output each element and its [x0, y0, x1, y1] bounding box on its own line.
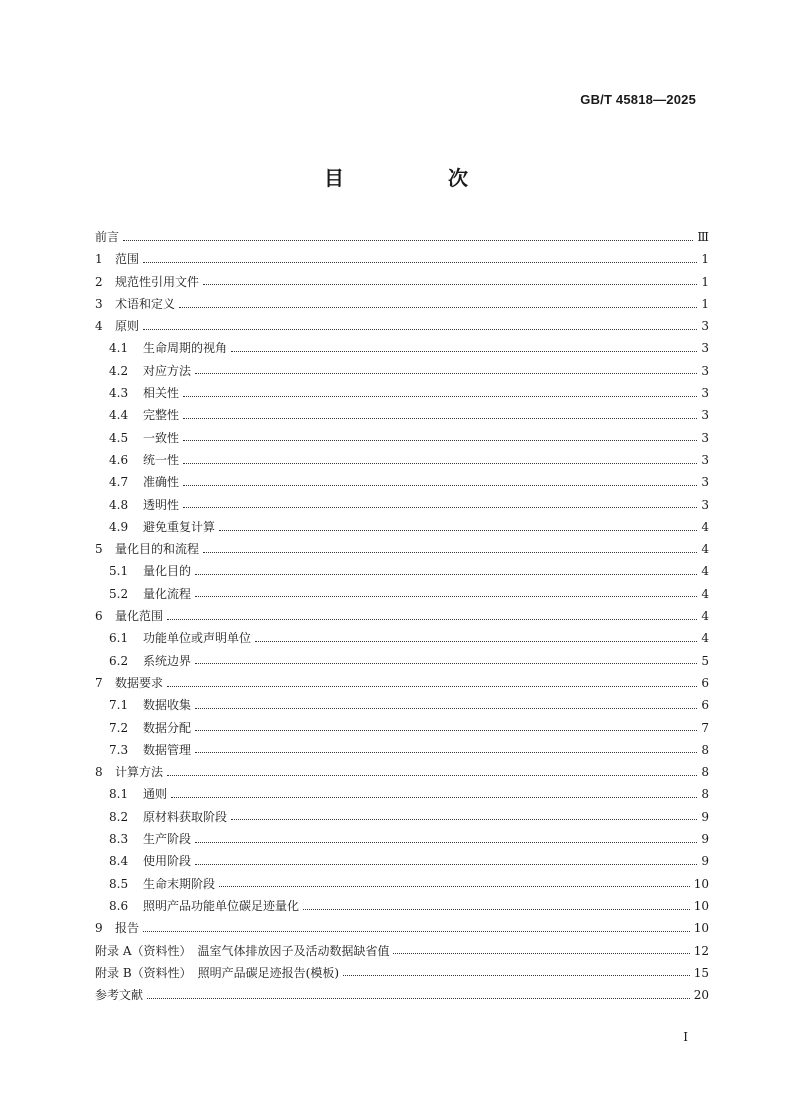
toc-entry-page: 3 [701, 408, 709, 423]
toc-entry-title: 避免重复计算 [143, 519, 216, 534]
toc-entry-page: 3 [701, 430, 709, 445]
toc-entry-page: 4 [701, 519, 709, 534]
toc-dot-leader [195, 574, 697, 575]
toc-dot-leader [195, 752, 697, 753]
toc-dot-leader [393, 953, 689, 954]
toc-entry-number: 9 [95, 921, 103, 936]
toc-dot-leader [179, 307, 697, 308]
toc-entry[interactable] [95, 739, 709, 761]
toc-entry-page: 20 [693, 988, 709, 1003]
toc-entry-page: 10 [693, 876, 709, 891]
toc-entry[interactable] [95, 293, 709, 315]
toc-entry[interactable] [95, 315, 709, 337]
toc-entry[interactable] [95, 449, 709, 471]
toc-entry[interactable] [95, 382, 709, 404]
toc-entry-page: 15 [693, 965, 709, 980]
toc-entry[interactable] [95, 494, 709, 516]
toc-entry[interactable] [95, 248, 709, 270]
toc-entry-number: 4.3 [109, 386, 129, 401]
toc-entry[interactable] [95, 672, 709, 694]
toc-entry[interactable] [95, 583, 709, 605]
toc-entry-title: 生命周期的视角 [143, 341, 228, 356]
toc-entry-page: 3 [701, 497, 709, 512]
toc-entry-number: 8.4 [109, 854, 129, 869]
toc-entry-page: 3 [701, 341, 709, 356]
toc-dot-leader [195, 842, 697, 843]
toc-entry-number: 8.3 [109, 832, 129, 847]
toc-dot-leader [183, 418, 697, 419]
toc-entry[interactable] [95, 404, 709, 426]
toc-dot-leader [183, 463, 697, 464]
toc-entry-title: 生命末期阶段 [143, 876, 216, 891]
toc-entry-number: 3 [95, 296, 103, 311]
toc-dot-leader [195, 663, 697, 664]
toc-entry-page: 1 [701, 274, 709, 289]
toc-entry-number: 7.1 [109, 698, 129, 713]
toc-entry-number: 5.1 [109, 564, 129, 579]
toc-entry-number: 2 [95, 274, 103, 289]
toc-entry-title: 原材料获取阶段 [143, 809, 228, 824]
toc-entry-title: 量化范围 [115, 609, 164, 624]
toc-entry-title: 规范性引用文件 [115, 274, 200, 289]
toc-entry-number: 4.9 [109, 519, 129, 534]
toc-entry-title: 照明产品功能单位碳足迹量化 [143, 898, 300, 913]
toc-entry[interactable] [95, 538, 709, 560]
toc-dot-leader [343, 975, 690, 976]
toc-dot-leader [203, 552, 697, 553]
document-code: GB/T 45818—2025 [580, 92, 696, 107]
toc-entry-title: 数据管理 [143, 742, 192, 757]
toc-entry-page: 6 [701, 675, 709, 690]
toc-dot-leader [167, 619, 697, 620]
toc-entry[interactable] [95, 828, 709, 850]
toc-entry-title: 透明性 [143, 497, 180, 512]
toc-entry-page: 3 [701, 319, 709, 334]
toc-entry[interactable] [95, 717, 709, 739]
toc-entry-page: 4 [701, 564, 709, 579]
toc-entry-title: 参考文献 [95, 988, 144, 1003]
toc-entry[interactable] [95, 605, 709, 627]
toc-entry-number: 6.2 [109, 653, 129, 668]
toc-entry-page: 3 [701, 452, 709, 467]
toc-entry-page: Ⅲ [697, 230, 709, 244]
toc-entry[interactable] [95, 271, 709, 293]
toc-entry[interactable] [95, 940, 709, 962]
toc-entry[interactable] [95, 337, 709, 359]
toc-dot-leader [183, 485, 697, 486]
toc-dot-leader [195, 708, 697, 709]
toc-entry-page: 1 [701, 252, 709, 267]
toc-dot-leader [123, 240, 693, 241]
page-title: 目 次 [324, 166, 510, 190]
toc-entry-page: 5 [701, 653, 709, 668]
toc-entry-page: 8 [701, 742, 709, 757]
toc-entry-page: 9 [701, 809, 709, 824]
toc-entry-page: 4 [701, 542, 709, 557]
toc-entry-number: 7 [95, 675, 103, 690]
toc-dot-leader [143, 329, 697, 330]
toc-dot-leader [171, 797, 697, 798]
toc-entry[interactable] [95, 783, 709, 805]
toc-entry[interactable] [95, 873, 709, 895]
toc-entry-page: 4 [701, 609, 709, 624]
toc-dot-leader [167, 775, 697, 776]
toc-entry-title: 数据收集 [143, 698, 192, 713]
toc-entry-number: 5 [95, 542, 103, 557]
toc-dot-leader [183, 507, 697, 508]
toc-entry-title: 相关性 [143, 386, 180, 401]
toc-dot-leader [183, 396, 697, 397]
toc-entry-number: 7.3 [109, 742, 129, 757]
toc-entry-page: 4 [701, 586, 709, 601]
toc-dot-leader [219, 886, 690, 887]
toc-dot-leader [143, 931, 690, 932]
toc-entry-title: 一致性 [143, 430, 180, 445]
toc-entry-page: 8 [701, 765, 709, 780]
toc-entry-number: 6 [95, 609, 103, 624]
toc-entry-number: 8.6 [109, 898, 129, 913]
toc-entry[interactable] [95, 650, 709, 672]
toc-entry-title: 数据要求 [115, 675, 164, 690]
toc-dot-leader [303, 909, 690, 910]
toc-dot-leader [195, 864, 697, 865]
toc-entry[interactable] [95, 694, 709, 716]
toc-dot-leader [255, 641, 697, 642]
toc-entry[interactable] [95, 761, 709, 783]
page-number: I [683, 1030, 688, 1044]
toc-dot-leader [195, 373, 697, 374]
toc-dot-leader [167, 686, 697, 687]
toc-entry[interactable] [95, 917, 709, 939]
toc-entry-title: 量化目的 [143, 564, 192, 579]
toc-entry-page: 9 [701, 832, 709, 847]
toc-entry-page: 8 [701, 787, 709, 802]
toc-entry[interactable] [95, 806, 709, 828]
toc-entry[interactable] [95, 360, 709, 382]
toc-entry-page: 10 [693, 921, 709, 936]
toc-entry-title: 通则 [143, 787, 168, 802]
toc-entry-title: 量化流程 [143, 586, 192, 601]
toc-entry[interactable] [95, 850, 709, 872]
toc-entry-title: 计算方法 [115, 765, 164, 780]
toc-entry-number: 4.4 [109, 408, 129, 423]
toc-entry-number: 4.2 [109, 363, 129, 378]
toc-entry-number: 6.1 [109, 631, 129, 646]
toc-entry[interactable] [95, 560, 709, 582]
toc-dot-leader [195, 730, 697, 731]
toc-entry-number: 4 [95, 319, 103, 334]
toc-entry-title: 原则 [115, 319, 140, 334]
toc-entry-number: 8 [95, 765, 103, 780]
toc-dot-leader [183, 440, 697, 441]
toc-entry[interactable] [95, 427, 709, 449]
toc-entry[interactable] [95, 984, 709, 1006]
toc-entry-number: 5.2 [109, 586, 129, 601]
toc-entry-title: 功能单位或声明单位 [143, 631, 252, 646]
toc-entry-page: 4 [701, 631, 709, 646]
toc-entry-page: 10 [693, 898, 709, 913]
toc-dot-leader [147, 998, 690, 999]
toc-entry-number: 4.6 [109, 452, 129, 467]
toc-entry[interactable] [95, 471, 709, 493]
toc-entry-title: 生产阶段 [143, 832, 192, 847]
toc-entry-title: 统一性 [143, 452, 180, 467]
toc-dot-leader [231, 351, 697, 352]
toc-entry[interactable] [95, 895, 709, 917]
toc-entry-page: 7 [701, 720, 709, 735]
toc-entry-number: 1 [95, 252, 103, 267]
toc-entry-title: 前言 [95, 230, 120, 244]
toc-entry-title: 附录 B（资料性） 照明产品碳足迹报告(模板) [95, 965, 339, 980]
toc-dot-leader [231, 819, 697, 820]
toc-entry-title: 附录 A（资料性） 温室气体排放因子及活动数据缺省值 [95, 943, 390, 958]
toc-entry-title: 使用阶段 [143, 854, 192, 869]
toc-dot-leader [143, 262, 697, 263]
toc-entry-number: 4.1 [109, 341, 129, 356]
toc-dot-leader [219, 530, 697, 531]
toc-entry-title: 完整性 [143, 408, 180, 423]
toc-dot-leader [203, 284, 697, 285]
toc-entry[interactable] [95, 516, 709, 538]
toc-entry-title: 准确性 [143, 475, 180, 490]
toc-entry-page: 6 [701, 698, 709, 713]
toc-entry-number: 7.2 [109, 720, 129, 735]
toc-entry-number: 4.5 [109, 430, 129, 445]
toc-entry-number: 4.7 [109, 475, 129, 490]
toc-entry[interactable] [95, 627, 709, 649]
toc-entry-number: 4.8 [109, 497, 129, 512]
toc-entry-page: 1 [701, 296, 709, 311]
toc-entry-title: 对应方法 [143, 363, 192, 378]
toc-entry-title: 数据分配 [143, 720, 192, 735]
toc-entry-page: 3 [701, 475, 709, 490]
toc-dot-leader [195, 596, 697, 597]
toc-entry-page: 3 [701, 363, 709, 378]
toc-entry[interactable] [95, 226, 709, 248]
toc-entry[interactable] [95, 962, 709, 984]
toc-entry-number: 8.1 [109, 787, 129, 802]
toc-entry-title: 范围 [115, 252, 140, 267]
toc-entry-title: 术语和定义 [115, 296, 176, 311]
toc-entry-page: 3 [701, 386, 709, 401]
toc-entry-title: 量化目的和流程 [115, 542, 200, 557]
toc-entry-page: 12 [693, 943, 709, 958]
toc-entry-title: 报告 [115, 921, 140, 936]
toc-entry-number: 8.5 [109, 876, 129, 891]
toc-entry-number: 8.2 [109, 809, 129, 824]
toc-entry-page: 9 [701, 854, 709, 869]
table-of-contents [95, 226, 709, 1006]
toc-entry-title: 系统边界 [143, 653, 192, 668]
